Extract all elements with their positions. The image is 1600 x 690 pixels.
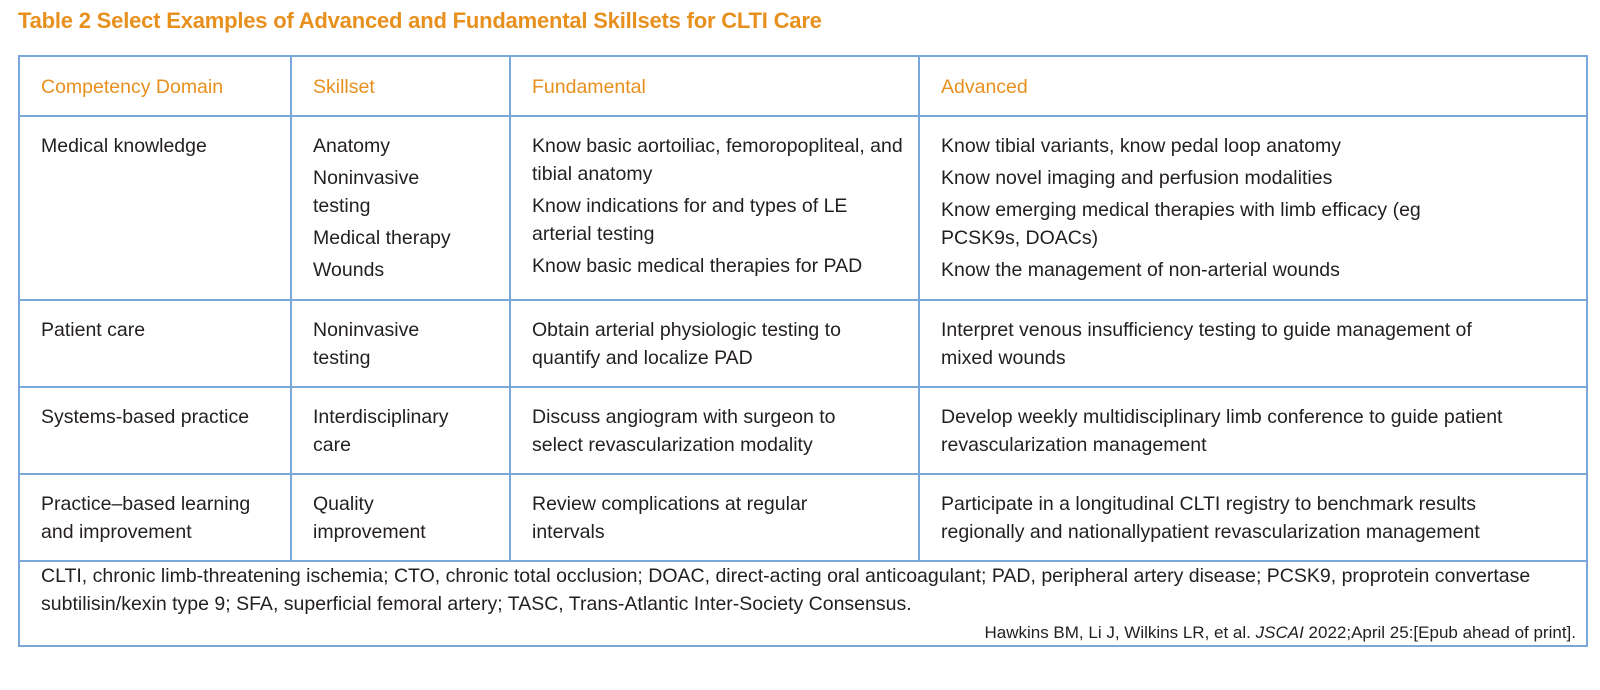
advanced-item: Know novel imaging and perfusion modalities [941,167,1333,189]
advanced-cell [919,474,1587,561]
fundamental-cell [510,300,919,387]
table-row [19,387,1587,474]
fundamental-cell [510,116,919,300]
citation [41,622,1576,644]
table-title: Table 2 Select Examples of Advanced and Fundamental Skillsets for CLTI Care [18,8,822,33]
header-fundamental: Fundamental [510,56,919,116]
table-row [19,300,1587,387]
citation-authors: Hawkins BM, Li J, Wilkins LR, et al. [984,623,1251,642]
domain-cell: Systems-based practice [19,387,291,474]
advanced-item: Participate in a longitudinal CLTI registry to benchmark results regionally and nationallypatient revascularization management [941,493,1480,543]
advanced-item: Know tibial variants, know pedal loop anatomy [941,135,1341,157]
skillset-item: Quality improvement [313,493,426,543]
header-advanced: Advanced [919,56,1587,116]
header-row [19,56,1587,116]
fundamental-item: Review complications at regular intervals [532,493,808,543]
advanced-item: Develop weekly multidisciplinary limb conference to guide patient revascularization management [941,406,1503,456]
fundamental-item: Discuss angiogram with surgeon to select revascularization modality [532,406,836,456]
table-row [19,116,1587,300]
domain-cell: Medical knowledge [19,116,291,300]
domain-cell [19,474,291,561]
fundamental-item: Know basic medical therapies for PAD [532,255,863,277]
skillsets-table [18,55,1588,647]
footer-row [19,561,1587,646]
citation-journal: JSCAI [1255,623,1304,642]
skillset-cell [291,474,510,561]
fundamental-item: Know basic aortoiliac, femoropopliteal, and tibial anatomy [532,135,903,185]
skillset-item: Noninvasive testing [313,167,420,217]
domain-cell: Patient care [19,300,291,387]
skillset-cell [291,116,510,300]
table-row [19,474,1587,561]
footer-cell [19,561,1587,646]
skillset-item: Anatomy [313,135,390,157]
skillset-cell [291,300,510,387]
skillset-item: Interdisciplinary care [313,406,449,456]
fundamental-cell [510,387,919,474]
advanced-cell [919,116,1587,300]
citation-details: 2022;April 25:[Epub ahead of print]. [1308,623,1576,642]
header-competency-domain: Competency Domain [19,56,291,116]
fundamental-item: Know indications for and types of LE arterial testing [532,195,848,245]
domain-text: Practice–based learning and improvement [41,493,251,543]
advanced-cell [919,387,1587,474]
skillset-item: Medical therapy [313,227,451,249]
fundamental-cell [510,474,919,561]
skillset-item: Noninvasive testing [313,319,420,369]
abbreviations-note: CLTI, chronic limb-threatening ischemia; CTO, chronic total occlusion; DOAC, direct-acting oral anticoagulant; PAD, peripheral artery disease; PCSK9, proprotein convertase subtilisin/kexin type 9; SFA, superficial femoral artery; TASC, Trans-Atlantic Inter-Society Consensus. [41,565,1531,615]
advanced-item: Know emerging medical therapies with limb efficacy (eg PCSK9s, DOACs) [941,199,1421,249]
header-skillset: Skillset [291,56,510,116]
advanced-item: Interpret venous insufficiency testing to guide management of mixed wounds [941,319,1472,369]
advanced-item: Know the management of non-arterial wounds [941,259,1340,281]
advanced-cell [919,300,1587,387]
skillset-item: Wounds [313,259,385,281]
fundamental-item: Obtain arterial physiologic testing to quantify and localize PAD [532,319,841,369]
skillset-cell [291,387,510,474]
